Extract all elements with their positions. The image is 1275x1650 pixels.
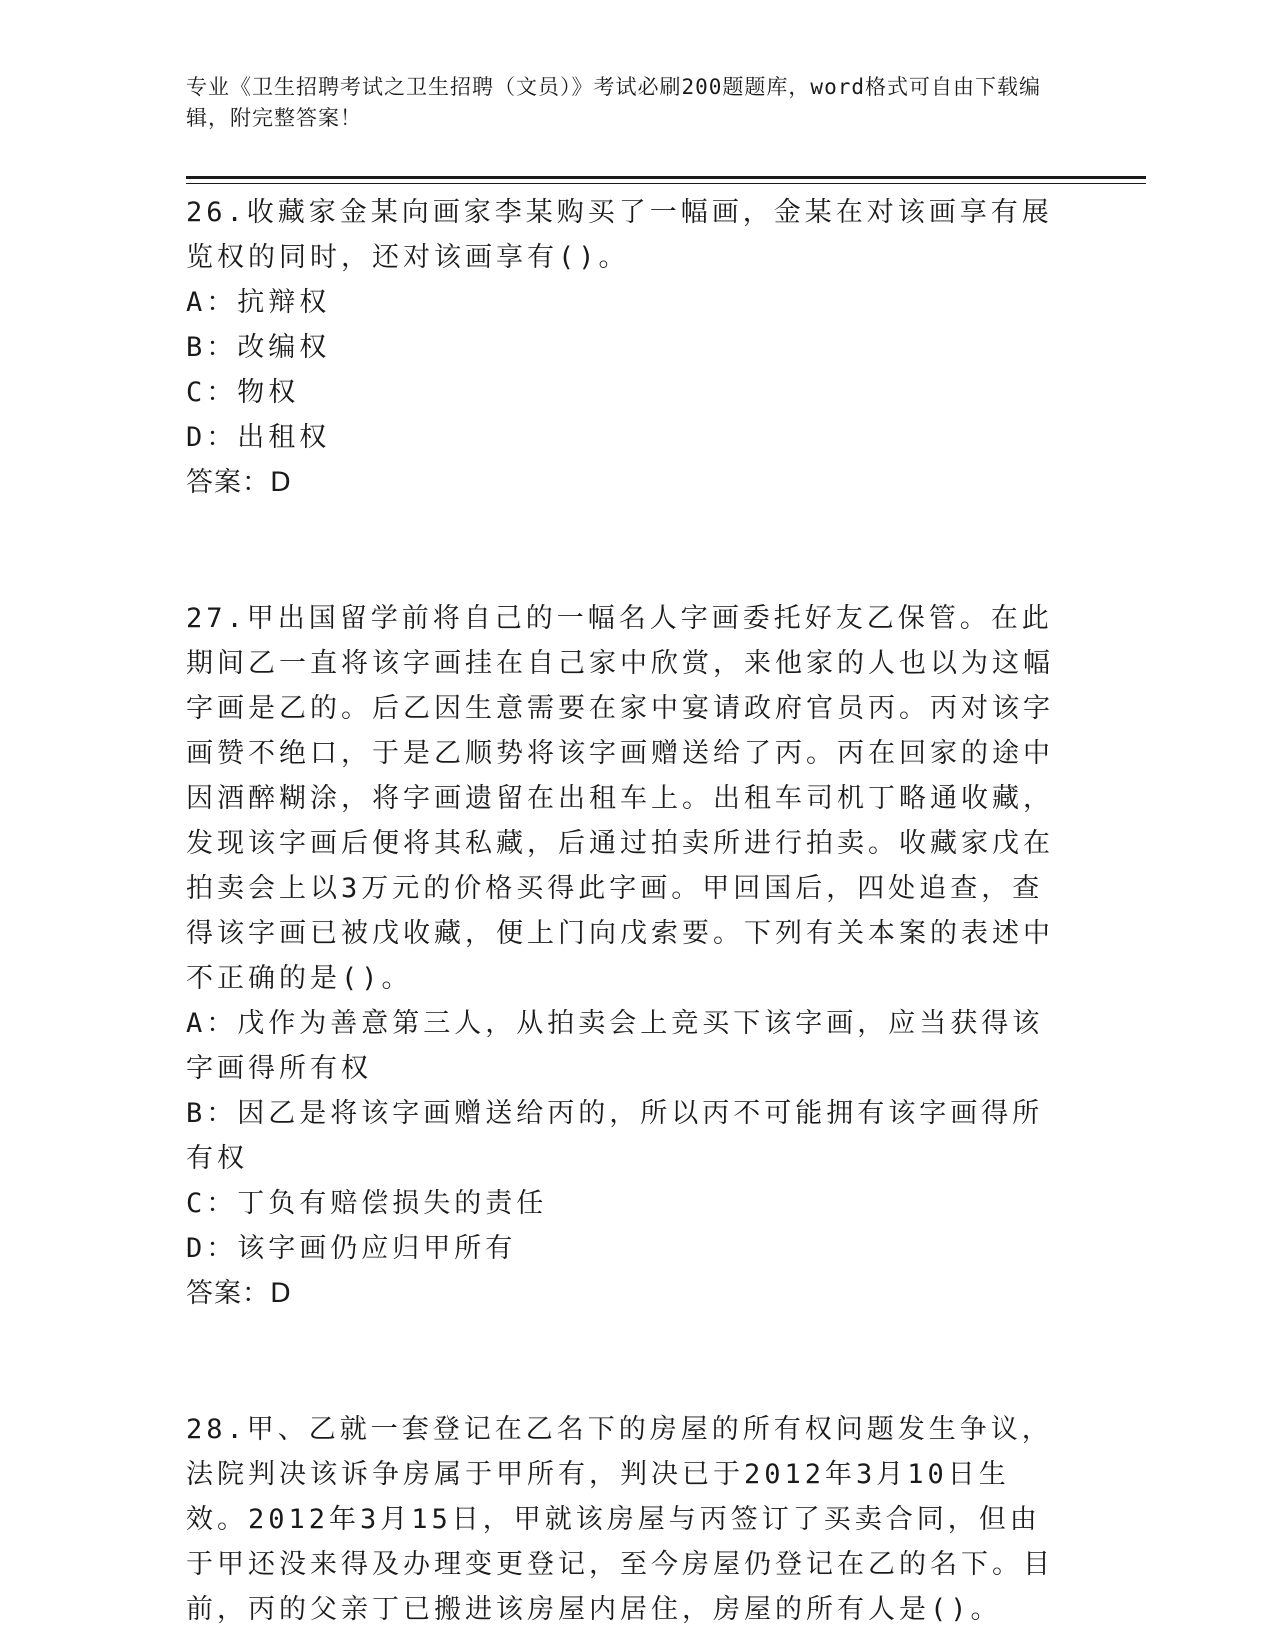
question-text: 28.甲、乙就一套登记在乙名下的房屋的所有权问题发生争议，法院判决该诉争房属于甲所有，判决已于2012年3月10日生效。2012年3月15日，甲就该房屋与丙签订了买卖合同，但由于甲还没来得及办理变更登记，至今房屋仍登记在乙的名下。目前，丙的父亲丁已搬进该房屋内居住，房屋的所有人是()。 [186,1414,1054,1625]
question-27 [186,596,1066,1316]
question-28 [186,1407,1066,1632]
question-text: 27.甲出国留学前将自己的一幅名人字画委托好友乙保管。在此期间乙一直将该字画挂在自己家中欣赏，来他家的人也以为这幅字画是乙的。后乙因生意需要在家中宴请政府官员丙。丙对该字画赞不绝口，于是乙顺势将该字画赠送给了丙。丙在回家的途中因酒醉糊涂，将字画遗留在出租车上。出租车司机丁略通收藏，发现该字画后便将其私藏，后通过拍卖所进行拍卖。收藏家戊在拍卖会上以3万元的价格买得此字画。甲回国后，四处追查，查得该字画已被戊收藏，便上门向戊索要。下列有关本案的表述中不正确的是()。 [186,603,1054,994]
option-b: B：改编权 [186,332,331,363]
question-list [186,190,1066,1632]
option-b: B：因乙是将该字画赠送给丙的，所以丙不可能拥有该字画得所有权 [186,1098,1044,1174]
question-text: 26.收藏家金某向画家李某购买了一幅画，金某在对该画享有展览权的同时，还对该画享有()。 [186,197,1053,273]
option-a: A：抗辩权 [186,287,331,318]
header-text: 专业《卫生招聘考试之卫生招聘（文员）》考试必刷200题题库，word格式可自由下载编辑，附完整答案！ [186,75,1041,130]
option-a: A：戊作为善意第三人，从拍卖会上竞买下该字画，应当获得该字画得所有权 [186,1008,1044,1084]
question-26 [186,190,1066,505]
option-c: C：丁负有赔偿损失的责任 [186,1188,548,1219]
option-d: D：该字画仍应归甲所有 [186,1233,517,1264]
option-d: D：出租权 [186,422,331,453]
answer: 答案：D [186,1278,292,1309]
header-divider-thick [186,176,1146,179]
header-divider-thin [186,183,1146,184]
page-header [186,72,1066,134]
answer: 答案：D [186,467,292,498]
option-c: C：物权 [186,377,300,408]
